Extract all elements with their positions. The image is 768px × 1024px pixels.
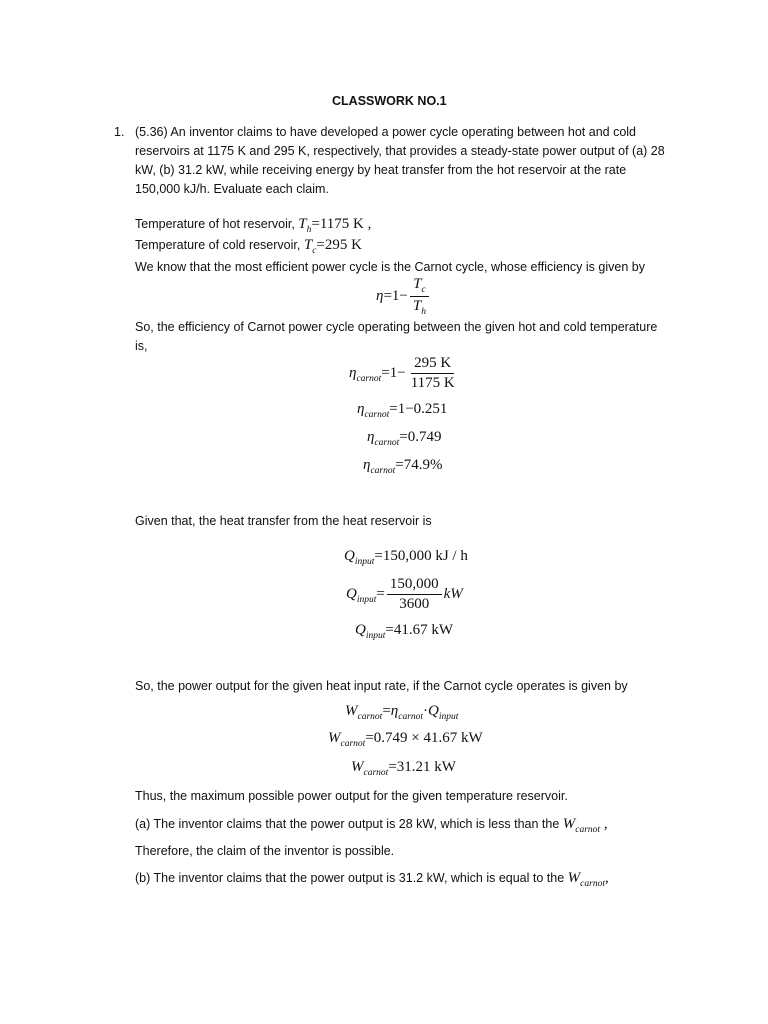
- h-subscript: h: [306, 225, 312, 235]
- th-value: =1175 K ,: [311, 216, 372, 232]
- eta-symbol: η: [390, 703, 399, 719]
- t-symbol: T: [303, 237, 313, 253]
- carnot-subscript: carnot: [374, 438, 400, 448]
- carnot-intro: We know that the most efficient power cycle is the Carnot cycle, whose efficiency is given by: [135, 260, 645, 274]
- eta-carnot-fraction-eq: [349, 355, 460, 392]
- efficiency-text-line-1: So, the efficiency of Carnot power cycle operating between the given hot and cold temperature: [135, 320, 658, 334]
- one-minus: =1−: [381, 364, 406, 381]
- w-symbol: W: [328, 730, 341, 746]
- claim-b-line: [135, 870, 609, 887]
- eta-carnot-percent-eq: [363, 457, 442, 474]
- q-input-fraction-eq: [346, 576, 463, 613]
- problem-number: 1.: [114, 125, 125, 139]
- t-symbol: T: [413, 276, 422, 292]
- input-subscript: input: [356, 594, 377, 605]
- input-subscript: input: [365, 631, 386, 641]
- w-carnot-inline-a: [562, 816, 608, 835]
- input-subscript: input: [354, 557, 375, 567]
- q-kjh-value: =150,000 kJ / h: [374, 548, 468, 564]
- carnot-efficiency-formula: [376, 276, 431, 317]
- thus-max-text: Thus, the maximum possible power output for the given temperature reservoir.: [135, 789, 568, 803]
- q-symbol: Q: [346, 585, 357, 602]
- problem-line-2: reservoirs at 1175 K and 295 K, respectively, that provides a steady-state power output of (a) 28: [135, 144, 665, 158]
- carnot-subscript: carnot: [580, 879, 605, 889]
- q-input-kjh-eq: [344, 548, 468, 565]
- c-subscript: c: [312, 246, 317, 256]
- product-value: =0.749 × 41.67 kW: [365, 730, 483, 746]
- given-heat-text: Given that, the heat transfer from the heat reservoir is: [135, 514, 432, 528]
- eta-symbol: η: [357, 401, 365, 417]
- conversion-fraction: [387, 576, 442, 613]
- carnot-subscript: carnot: [364, 410, 390, 420]
- efficiency-text-line-2: is,: [135, 339, 148, 353]
- q-kw-value: =41.67 kW: [385, 622, 453, 638]
- problem-line-4: 150,000 kJ/h. Evaluate each claim.: [135, 182, 329, 196]
- t-symbol: T: [298, 216, 307, 232]
- claim-a-text: (a) The inventor claims that the power output is 28 kW, which is less than the: [135, 817, 560, 831]
- dot-operator: ·: [423, 703, 429, 719]
- equals: =: [376, 585, 385, 602]
- temperature-ratio-fraction: [408, 355, 458, 392]
- one-minus: =1−: [383, 287, 408, 304]
- carnot-subscript: carnot: [398, 712, 424, 722]
- q-symbol: Q: [344, 548, 355, 564]
- w-symbol: W: [351, 759, 364, 775]
- trailing-comma: ,: [604, 870, 609, 886]
- q-symbol: Q: [428, 703, 439, 719]
- h-subscript: h: [421, 307, 426, 317]
- claim-b-text: (b) The inventor claims that the power output is 31.2 kW, which is equal to the: [135, 871, 565, 885]
- w-carnot-inline-b: [567, 870, 609, 889]
- percent-value: =74.9%: [395, 457, 443, 473]
- therefore-a-text: Therefore, the claim of the inventor is possible.: [135, 844, 395, 858]
- numerator-295k: 295 K: [411, 355, 454, 374]
- w-carnot-definition-eq: [345, 703, 458, 720]
- equals: =: [382, 703, 391, 719]
- c-subscript: c: [421, 285, 426, 295]
- tc-value: =295 K: [316, 237, 362, 253]
- denominator-1175k: 1175 K: [410, 375, 455, 391]
- eta-carnot-decimal-eq: [367, 429, 441, 446]
- trailing-comma: ,: [600, 816, 608, 832]
- q-symbol: Q: [355, 622, 366, 638]
- denominator-3600: 3600: [399, 596, 430, 612]
- carnot-subscript: carnot: [356, 373, 382, 384]
- eta-symbol: η: [376, 287, 384, 304]
- numerator-150000: 150,000: [387, 576, 442, 595]
- t-symbol: T: [412, 298, 422, 314]
- subtraction-value: =1−0.251: [389, 401, 448, 417]
- hot-reservoir-line: [135, 216, 371, 233]
- power-output-intro: So, the power output for the given heat input rate, if the Carnot cycle operates is given by: [135, 679, 628, 693]
- cold-reservoir-label: Temperature of cold reservoir,: [135, 238, 301, 252]
- w-carnot-product-eq: [328, 730, 483, 747]
- problem-line-3: kW, (b) 31.2 kW, while receiving energy by heat transfer from the hot reservoir at the rate: [135, 163, 627, 177]
- decimal-value: =0.749: [399, 429, 442, 445]
- w-symbol: W: [567, 870, 581, 886]
- w-symbol: W: [345, 703, 358, 719]
- input-subscript: input: [438, 712, 459, 722]
- q-input-kw-eq: [355, 622, 453, 639]
- hot-reservoir-label: Temperature of hot reservoir,: [135, 217, 295, 231]
- carnot-subscript: carnot: [363, 768, 389, 778]
- carnot-subscript: carnot: [340, 739, 366, 749]
- cold-reservoir-line: [135, 237, 362, 254]
- eta-symbol: η: [363, 457, 371, 473]
- w-symbol: W: [562, 816, 576, 832]
- eta-carnot-subtraction-eq: [357, 401, 447, 418]
- tc-over-th-fraction: [410, 276, 429, 317]
- th-expression: [298, 216, 372, 235]
- carnot-subscript: carnot: [575, 825, 601, 835]
- claim-a-line: [135, 816, 608, 833]
- carnot-subscript: carnot: [370, 466, 396, 476]
- eta-symbol: η: [349, 364, 357, 381]
- eta-symbol: η: [367, 429, 375, 445]
- tc-expression: [303, 237, 362, 256]
- result-value: =31.21 kW: [388, 759, 456, 775]
- w-carnot-result-eq: [351, 759, 456, 776]
- page-title: CLASSWORK NO.1: [332, 94, 447, 108]
- carnot-subscript: carnot: [357, 712, 383, 722]
- kw-unit: kW: [443, 585, 463, 602]
- problem-line-1: (5.36) An inventor claims to have developed a power cycle operating between hot and cold: [135, 125, 637, 139]
